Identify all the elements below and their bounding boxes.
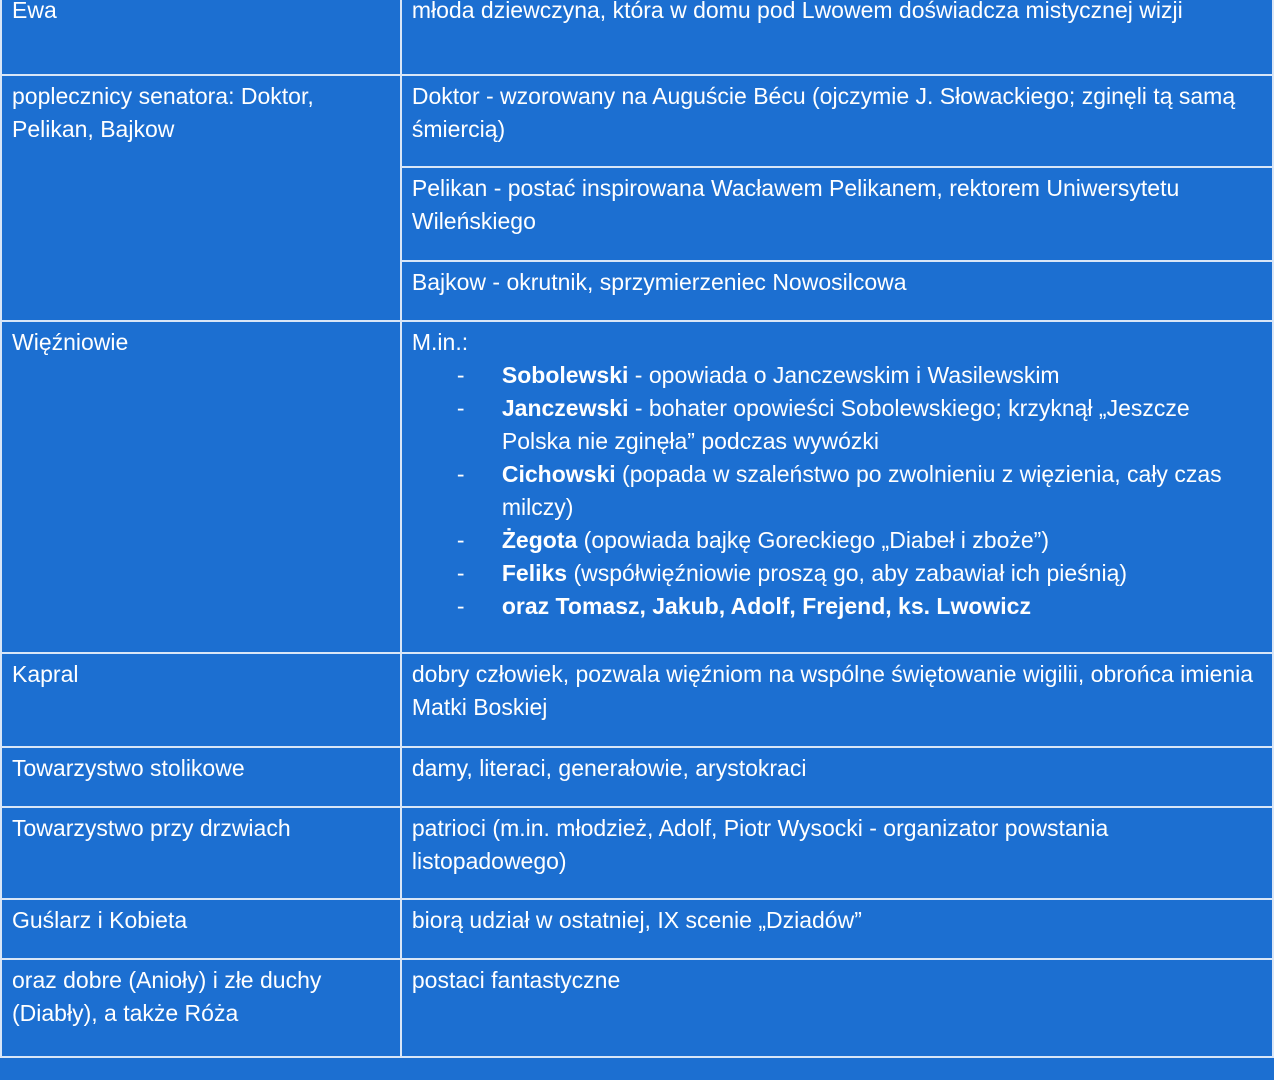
- character-description-cell: dobry człowiek, pozwala więźniom na wspólne świętowanie wigilii, obrońca imienia Matki Boskiej: [401, 653, 1273, 747]
- character-description-cell: Bajkow - okrutnik, sprzymierzeniec Nowosilcowa: [401, 261, 1273, 321]
- list-item: [412, 590, 1264, 623]
- list-item: [412, 392, 1264, 458]
- character-description-cell: [401, 321, 1273, 653]
- table-row: [1, 807, 1273, 899]
- list-item: [412, 524, 1264, 557]
- prisoner-name: Cichowski: [501, 461, 616, 487]
- prisoner-note: (współwięźniowie proszą go, aby zabawiał ich pieśnią): [567, 560, 1128, 586]
- character-name-cell: Kapral: [1, 653, 401, 747]
- list-item: [412, 359, 1264, 392]
- character-description-cell: Pelikan - postać inspirowana Wacławem Pelikanem, rektorem Uniwersytetu Wileńskiego: [401, 167, 1273, 261]
- table-row: [1, 959, 1273, 1057]
- character-name-cell: oraz dobre (Anioły) i złe duchy (Diabły), a także Róża: [1, 959, 401, 1057]
- character-name-cell: poplecznicy senatora: Doktor, Pelikan, Bajkow: [1, 75, 401, 321]
- prisoner-note: - opowiada o Janczewskim i Wasilewskim: [628, 362, 1060, 388]
- prisoner-note: (opowiada bajkę Goreckiego „Diabeł i zboże”): [577, 527, 1050, 553]
- list-item: [412, 557, 1264, 590]
- character-name-cell: Guślarz i Kobieta: [1, 899, 401, 959]
- prisoner-name: Janczewski: [501, 395, 629, 421]
- prisoner-note: (popada w szaleństwo po zwolnieniu z więzienia, cały czas milczy): [501, 461, 1222, 520]
- character-description-cell: młoda dziewczyna, która w domu pod Lwowem doświadcza mistycznej wizji: [401, 0, 1273, 75]
- character-name-cell: Ewa: [1, 0, 401, 75]
- character-description-cell: biorą udział w ostatniej, IX scenie „Dziadów”: [401, 899, 1273, 959]
- table-row: [1, 0, 1273, 75]
- prisoners-list: [412, 359, 1264, 623]
- character-description-cell: postaci fantastyczne: [401, 959, 1273, 1057]
- prisoner-note: - bohater opowieści Sobolewskiego; krzyknął „Jeszcze Polska nie zginęła” podczas wywózki: [501, 395, 1190, 454]
- prisoner-name: Żegota: [501, 527, 578, 553]
- character-description-cell: patrioci (m.in. młodzież, Adolf, Piotr Wysocki - organizator powstania listopadowego): [401, 807, 1273, 899]
- list-item: [412, 458, 1264, 524]
- prisoner-name: Sobolewski: [501, 362, 629, 388]
- character-name-cell: Towarzystwo przy drzwiach: [1, 807, 401, 899]
- table-row: [1, 899, 1273, 959]
- prisoner-name: oraz Tomasz, Jakub, Adolf, Frejend, ks. Lwowicz: [501, 593, 1031, 619]
- table-row: [1, 75, 1273, 167]
- character-description-cell: Doktor - wzorowany na Auguście Bécu (ojczymie J. Słowackiego; zginęli tą samą śmiercią): [401, 75, 1273, 167]
- character-name-cell: Więźniowie: [1, 321, 401, 653]
- character-name-cell: Towarzystwo stolikowe: [1, 747, 401, 807]
- table-row: [1, 653, 1273, 747]
- prisoners-intro: M.in.:: [411, 329, 469, 355]
- table-row: [1, 321, 1273, 653]
- prisoner-name: Feliks: [501, 560, 568, 586]
- character-description-cell: damy, literaci, generałowie, arystokraci: [401, 747, 1273, 807]
- table-row: [1, 747, 1273, 807]
